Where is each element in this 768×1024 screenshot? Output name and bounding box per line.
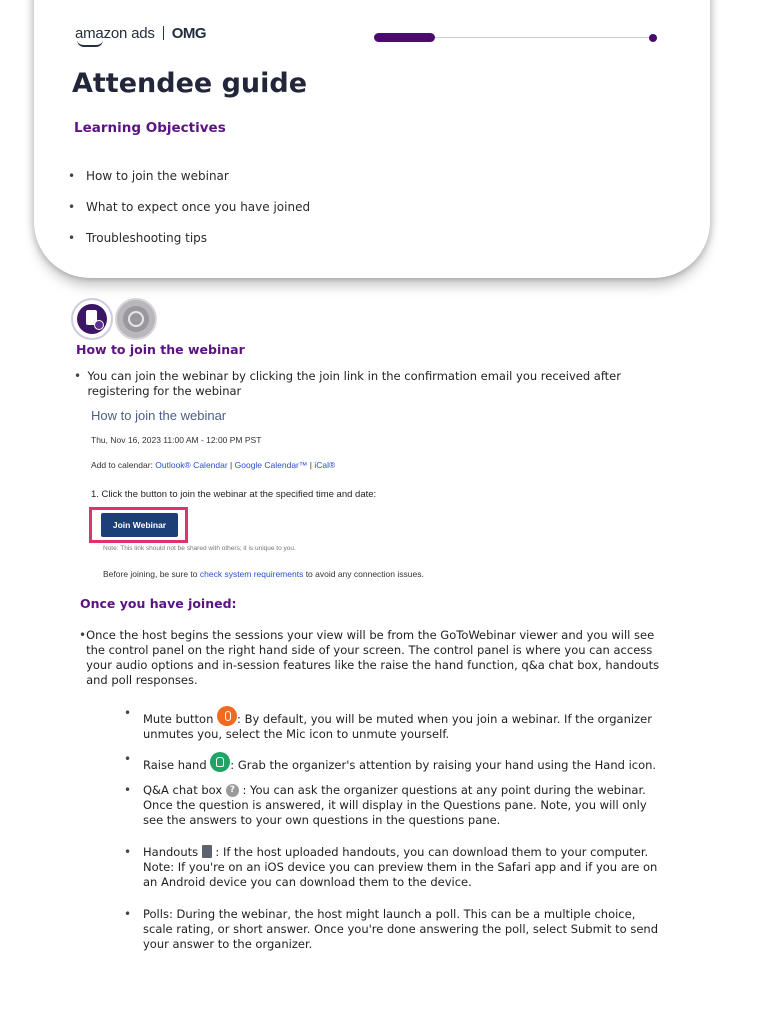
objectives-list xyxy=(68,169,310,262)
email-note: Note: This link should not be shared with others; it is unique to you. xyxy=(103,545,296,552)
page-title: Attendee guide xyxy=(72,68,308,99)
list-item: • Troubleshooting tips xyxy=(68,231,208,245)
add-to-calendar: Add to calendar: Outlook® Calendar | Google Calendar™ | iCal® xyxy=(91,460,336,470)
logo xyxy=(75,23,206,43)
outlook-calendar-link[interactable]: Outlook® Calendar xyxy=(155,460,228,470)
hand-icon xyxy=(210,752,230,772)
document-icon xyxy=(71,298,113,340)
list-item: • What to expect once you have joined xyxy=(68,200,311,214)
question-chat-icon xyxy=(226,784,239,797)
list-item: • Q&A chat box ? : You can ask the organizer questions at any point during the webinar. Once the question is answered, it will display in the Questions pane. Note, you will only see the answers to your own questions in the questions pane. xyxy=(124,783,664,828)
email-date: Thu, Nov 16, 2023 11:00 AM - 12:00 PM PST xyxy=(91,435,262,445)
joined-intro-bullet: • Once the host begins the sessions your view will be from the GoToWebinar viewer and you will see the control panel on the right hand side of your screen. The control panel is where you can access your audio options and in-session features like the raise the hand function, q&a chat box, handouts and poll responses. xyxy=(79,628,660,687)
progress-indicator xyxy=(374,32,658,44)
google-calendar-link[interactable]: Google Calendar™ xyxy=(234,460,308,470)
progress-end-dot xyxy=(649,34,657,42)
list-item: • Raise hand : Grab the organizer's attention by raising your hand using the Hand icon. xyxy=(124,752,657,772)
list-item: • Polls: During the webinar, the host might launch a poll. This can be a multiple choice, scale rating, or short answer. Once you're done answering the poll, select Submit to send your answer to the organizer. xyxy=(124,907,659,951)
email-title: How to join the webinar xyxy=(91,408,227,423)
system-requirements-link[interactable]: check system requirements xyxy=(199,569,304,579)
list-item: • Mute button : By default, you will be muted when you join a webinar. If the organizer unmutes you, select the Mic icon to unmute yourself. xyxy=(124,706,652,741)
ical-link[interactable]: iCal® xyxy=(314,460,336,470)
mic-icon xyxy=(217,706,237,726)
amazon-ads-logo: amazon ads xyxy=(75,25,155,42)
list-item: • Handouts : If the host uploaded handouts, you can download them to your computer. Note: If you're on an iOS device you can preview them in the Safari app and if you are on an Android device you can download them to the device. xyxy=(124,845,658,889)
objectives-heading: Learning Objectives xyxy=(74,120,226,136)
handout-document-icon xyxy=(202,845,212,858)
record-icon xyxy=(115,298,157,340)
join-webinar-button[interactable]: Join Webinar xyxy=(101,513,178,537)
system-requirements-note: Before joining, be sure to check system requirements to avoid any connection issues. xyxy=(103,569,424,579)
join-heading: How to join the webinar xyxy=(76,342,245,357)
list-item: • How to join the webinar xyxy=(68,169,229,183)
omg-logo: OMG xyxy=(171,24,207,42)
joined-heading: Once you have joined: xyxy=(80,596,237,611)
join-bullet: • You can join the webinar by clicking the join link in the confirmation email you received after registering for the webinar xyxy=(74,369,621,398)
email-step: 1. Click the button to join the webinar at the specified time and date: xyxy=(91,489,377,500)
progress-fill xyxy=(374,33,435,42)
